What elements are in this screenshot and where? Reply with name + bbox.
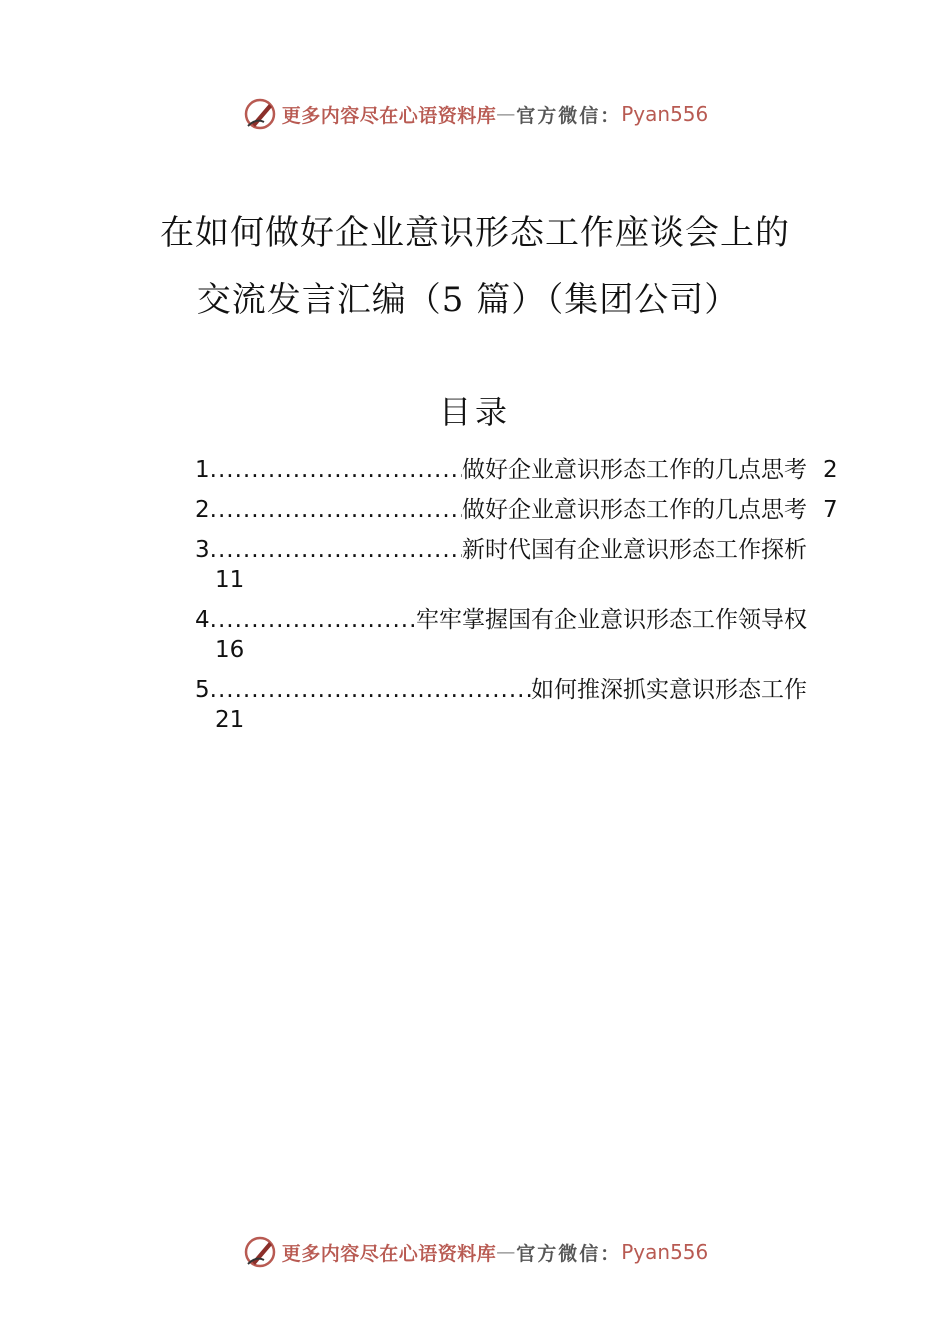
watermark-dash: — [496,103,517,125]
toc-page: 16 [215,637,245,663]
footer-watermark [0,1232,950,1272]
pen-logo-icon [242,96,278,132]
toc-entry-4[interactable] [195,605,807,665]
toc-entry-1[interactable] [195,455,838,485]
toc-entry-2[interactable] [195,495,838,525]
watermark-label: 官方微信： [516,104,622,127]
toc-leader [210,535,462,565]
toc-heading: 目录 [438,393,511,431]
document-title-line1: 在如何做好企业意识形态工作座谈会上的 [160,213,790,253]
toc-leader [210,675,531,705]
document-title-line2: 交流发言汇编（5 篇）（集团公司） [196,280,740,320]
toc-leader [210,495,462,525]
watermark-text: 更多内容尽在心语资料库 [281,104,497,127]
toc-title: 牢牢掌握国有企业意识形态工作领导权 [416,607,807,633]
toc-number: 2 [195,497,210,523]
watermark-label: 官方微信： [516,1242,622,1265]
toc-leader [210,455,462,485]
toc-number: 1 [195,457,210,483]
toc-number: 4 [195,607,210,633]
toc-page: 11 [215,567,245,593]
toc-entry-5[interactable] [195,675,807,735]
toc-entry-3[interactable] [195,535,807,595]
toc-number: 3 [195,537,210,563]
toc-leader [210,605,416,635]
header-watermark [0,94,950,134]
watermark-id: Pyan556 [621,102,709,126]
toc-number: 5 [195,677,210,703]
toc-title: 新时代国有企业意识形态工作探析 [462,537,807,563]
pen-logo-icon [242,1234,278,1270]
toc-title: 如何推深抓实意识形态工作 [531,677,807,703]
toc-title: 做好企业意识形态工作的几点思考 [462,497,807,523]
watermark-id: Pyan556 [621,1240,709,1264]
watermark-dash: — [496,1241,517,1263]
toc-page: 2 [823,457,838,483]
watermark-text: 更多内容尽在心语资料库 [281,1242,497,1265]
toc-page: 21 [215,707,245,733]
toc-title: 做好企业意识形态工作的几点思考 [462,457,807,483]
toc-page: 7 [823,497,838,523]
